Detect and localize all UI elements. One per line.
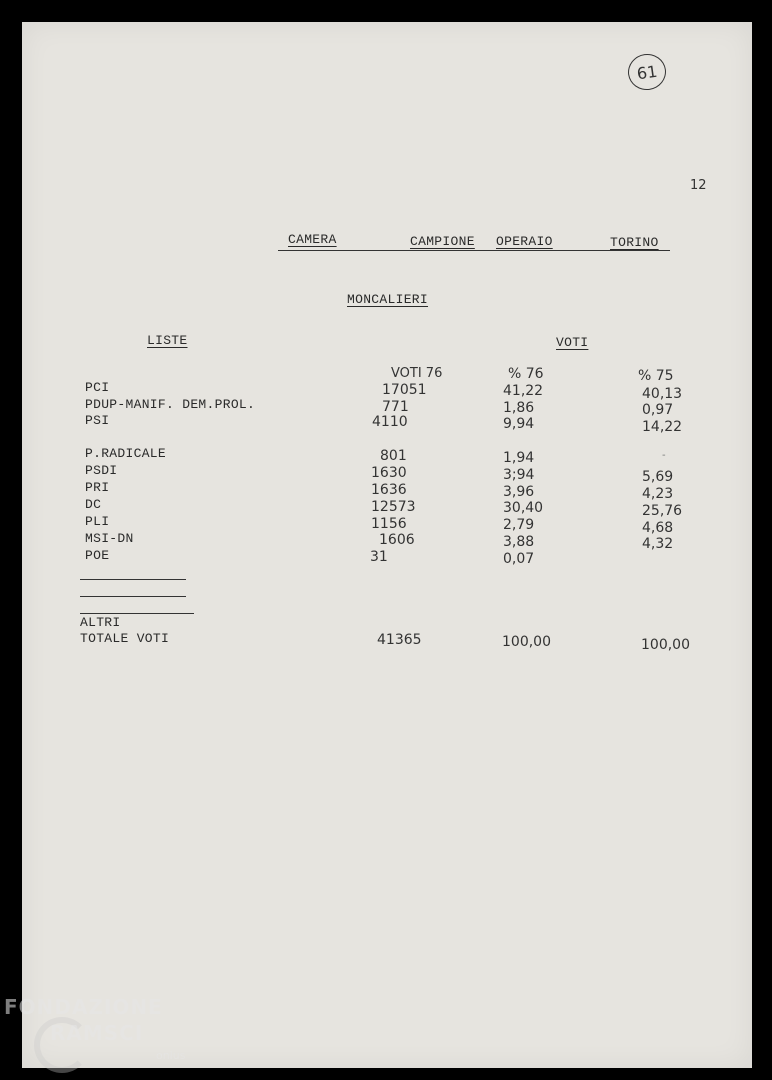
col-header-pct75: % 75 — [638, 368, 674, 384]
party-name: PSDI — [85, 463, 118, 478]
pct76-value: 3,96 — [503, 484, 535, 500]
party-name: PSI — [85, 413, 110, 428]
pct76-value: 41,22 — [503, 383, 544, 399]
pct75-value: 4,32 — [642, 536, 674, 552]
totale-votes: 41365 — [377, 632, 422, 648]
pct76-value: 0,07 — [503, 551, 535, 567]
pct75-value: 4,23 — [642, 486, 674, 502]
party-name: MSI-DN — [85, 531, 134, 546]
fondazione-gramsci-watermark — [4, 995, 194, 1075]
blank-line — [80, 613, 194, 614]
pct76-value: 3,88 — [503, 534, 535, 550]
votes-value: 12573 — [371, 499, 416, 515]
pct75-value: 40,13 — [642, 386, 683, 402]
party-name: PDUP-MANIF. DEM.PROL. — [85, 397, 256, 412]
votes-value: 1606 — [379, 532, 415, 548]
pct76-value: 1,86 — [503, 400, 535, 416]
stamp-number: 61 — [635, 61, 659, 83]
pct75-value: - — [662, 450, 666, 461]
pct76-value: 9,94 — [503, 416, 535, 432]
watermark-line1: FONDAZIONE — [4, 995, 163, 1019]
pct75-value: 14,22 — [642, 419, 683, 435]
document-page — [22, 22, 752, 1068]
party-name: POE — [85, 548, 110, 563]
col-header-liste: LISTE — [147, 333, 188, 348]
party-name: P.RADICALE — [85, 446, 167, 461]
votes-value: 1156 — [371, 516, 407, 532]
header-torino: TORINO — [610, 235, 659, 250]
votes-value: 771 — [382, 399, 409, 415]
votes-value: 31 — [370, 549, 388, 565]
blank-line — [80, 579, 186, 580]
pct76-value: 1,94 — [503, 450, 535, 466]
pct75-value: 25,76 — [642, 503, 683, 519]
party-name: PCI — [85, 380, 110, 395]
watermark-sub: onlus — [156, 1049, 186, 1062]
blank-line — [80, 596, 186, 597]
altri-label: ALTRI — [80, 615, 121, 630]
col-header-pct76: % 76 — [508, 366, 544, 382]
pct75-value: 4,68 — [642, 520, 674, 536]
watermark-line2: RAMSCI — [50, 1021, 144, 1045]
archive-stamp — [626, 52, 669, 93]
pct76-value: 30,40 — [503, 500, 544, 516]
votes-value: 1630 — [371, 465, 407, 481]
party-name: PLI — [85, 514, 110, 529]
pct75-value: 0,97 — [642, 402, 674, 418]
header-camera: CAMERA — [288, 232, 337, 247]
votes-value: 17051 — [382, 382, 427, 398]
header-operaio: OPERAIO — [496, 234, 553, 249]
location-title: MONCALIERI — [347, 292, 429, 307]
totale-label: TOTALE VOTI — [80, 631, 170, 646]
totale-pct76: 100,00 — [502, 634, 551, 650]
votes-value: 1636 — [371, 482, 407, 498]
party-name: DC — [85, 497, 102, 512]
pct76-value: 2,79 — [503, 517, 535, 533]
page-number: 12 — [690, 178, 707, 193]
votes-value: 4110 — [372, 414, 408, 430]
header-campione: CAMPIONE — [410, 234, 475, 249]
pct76-value: 3;94 — [503, 467, 535, 483]
col-header-voti76: VOTI 76 — [391, 366, 443, 381]
header-rule — [278, 250, 670, 251]
col-header-voti: VOTI — [556, 335, 589, 350]
totale-pct75: 100,00 — [641, 637, 690, 653]
party-name: PRI — [85, 480, 110, 495]
votes-value: 801 — [380, 448, 407, 464]
pct75-value: 5,69 — [642, 469, 674, 485]
